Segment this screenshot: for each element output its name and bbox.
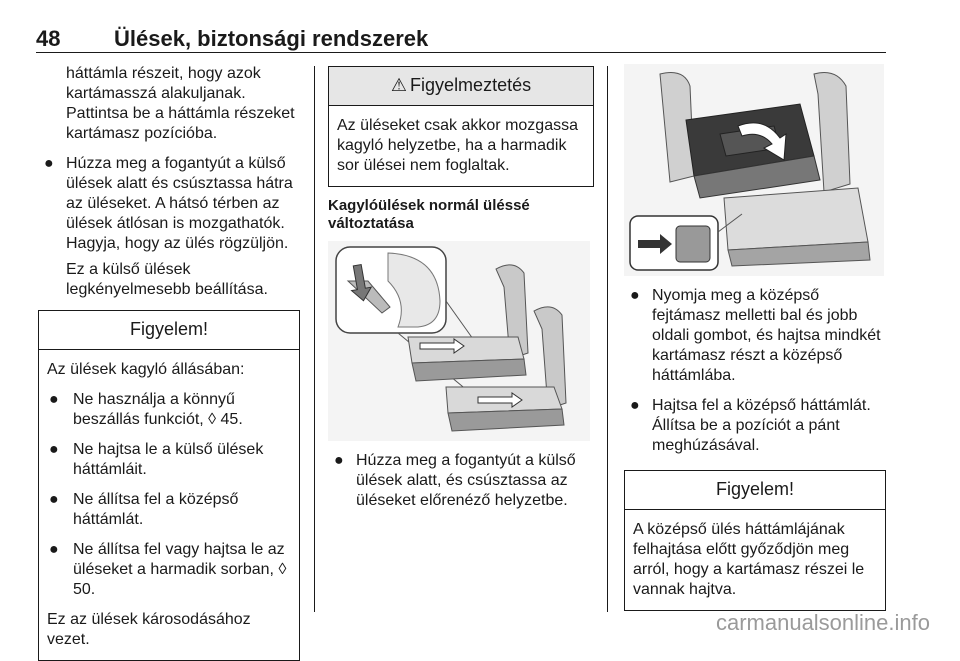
bullet-text: Húzza meg a fogantyút a külső ülések alatt, és csúsztassa az üléseket előrenéző helyzetbe. xyxy=(356,452,576,509)
caution-box xyxy=(624,470,886,611)
bullet-item xyxy=(328,451,594,511)
chapter-title: Ülések, biztonsági rendszerek xyxy=(114,26,429,51)
paragraph: Ez a külső ülések legkényelmesebb beállítása. xyxy=(66,261,268,298)
caution-item-text: Ne hajtsa le a külső ülések háttámláit. xyxy=(73,441,264,478)
caution-item-text: Ne állítsa fel vagy hajtsa le az üléseket a harmadik sorban, ◊ 50. xyxy=(73,541,287,598)
section-subtitle: Kagylóülések normál üléssé változtatása xyxy=(328,197,530,232)
bullet-dot: ● xyxy=(44,155,54,172)
warning-body: Az üléseket csak akkor mozgassa kagyló helyzetbe, ha a harmadik sor ülései nem foglaltak. xyxy=(337,117,578,174)
bullet-text: Húzza meg a fogantyút a külső ülések alatt és csúsztassa hátra az üléseket. A hátsó térben az ülések átlósan is mozgathatók. Hagyja, hogy az ülés rögzüljön. xyxy=(66,155,293,252)
warning-title: Figyelmeztetés xyxy=(410,75,532,95)
column-left xyxy=(38,64,300,661)
caution-item xyxy=(47,440,291,480)
page-number: 48 xyxy=(36,26,61,51)
caution-title: Figyelem! xyxy=(625,471,885,510)
caution-item xyxy=(47,390,291,430)
caution-intro: Az ülések kagyló állásában: xyxy=(47,361,245,378)
paragraph: háttámla részeit, hogy azok kartámasszá alakuljanak. Pattintsa be a háttámla részeket kartámasz pozícióba. xyxy=(66,65,295,142)
column-middle xyxy=(328,64,594,511)
column-divider xyxy=(607,66,608,612)
bullet-dot: ● xyxy=(630,287,640,304)
bullet-text: Hajtsa fel a középső háttámlát. Állítsa be a pozíciót a pánt meghúzásával. xyxy=(652,397,871,454)
caution-body: A középső ülés háttámlájának felhajtása előtt győződjön meg arról, hogy a kartámasz részei le vannak hajtva. xyxy=(633,521,865,598)
column-divider xyxy=(314,66,315,612)
bullet-dot: ● xyxy=(49,541,59,558)
bullet-dot: ● xyxy=(49,491,59,508)
bullet-dot: ● xyxy=(630,397,640,414)
caution-title: Figyelem! xyxy=(39,311,299,350)
column-right xyxy=(624,64,886,611)
caution-box xyxy=(38,310,300,661)
bullet-item xyxy=(624,396,886,456)
bullet-dot: ● xyxy=(334,452,344,469)
warning-box xyxy=(328,66,594,187)
watermark: carmanualsonline.info xyxy=(715,610,930,635)
warning-triangle-icon: ⚠ xyxy=(390,75,408,95)
caution-item-text: Ne használja a könnyű beszállás funkciót, ◊ 45. xyxy=(73,391,243,428)
warning-header xyxy=(329,67,593,106)
bullet-dot: ● xyxy=(49,391,59,408)
seat-illustration-1 xyxy=(328,241,590,441)
bullet-dot: ● xyxy=(49,441,59,458)
caution-body xyxy=(39,350,299,660)
page-header xyxy=(36,20,886,53)
caution-item xyxy=(47,490,291,530)
caution-outro: Ez az ülések károsodásához vezet. xyxy=(47,611,251,648)
bullet-text: Nyomja meg a középső fejtámasz melletti bal és jobb oldali gombot, és hajtsa mindkét kartámasz részt a középső háttámlába. xyxy=(652,287,881,384)
bullet-item xyxy=(624,286,886,386)
bullet-item xyxy=(38,154,300,254)
caution-item xyxy=(47,540,291,600)
caution-item-text: Ne állítsa fel a középső háttámlát. xyxy=(73,491,239,528)
seat-illustration-2 xyxy=(624,64,884,276)
